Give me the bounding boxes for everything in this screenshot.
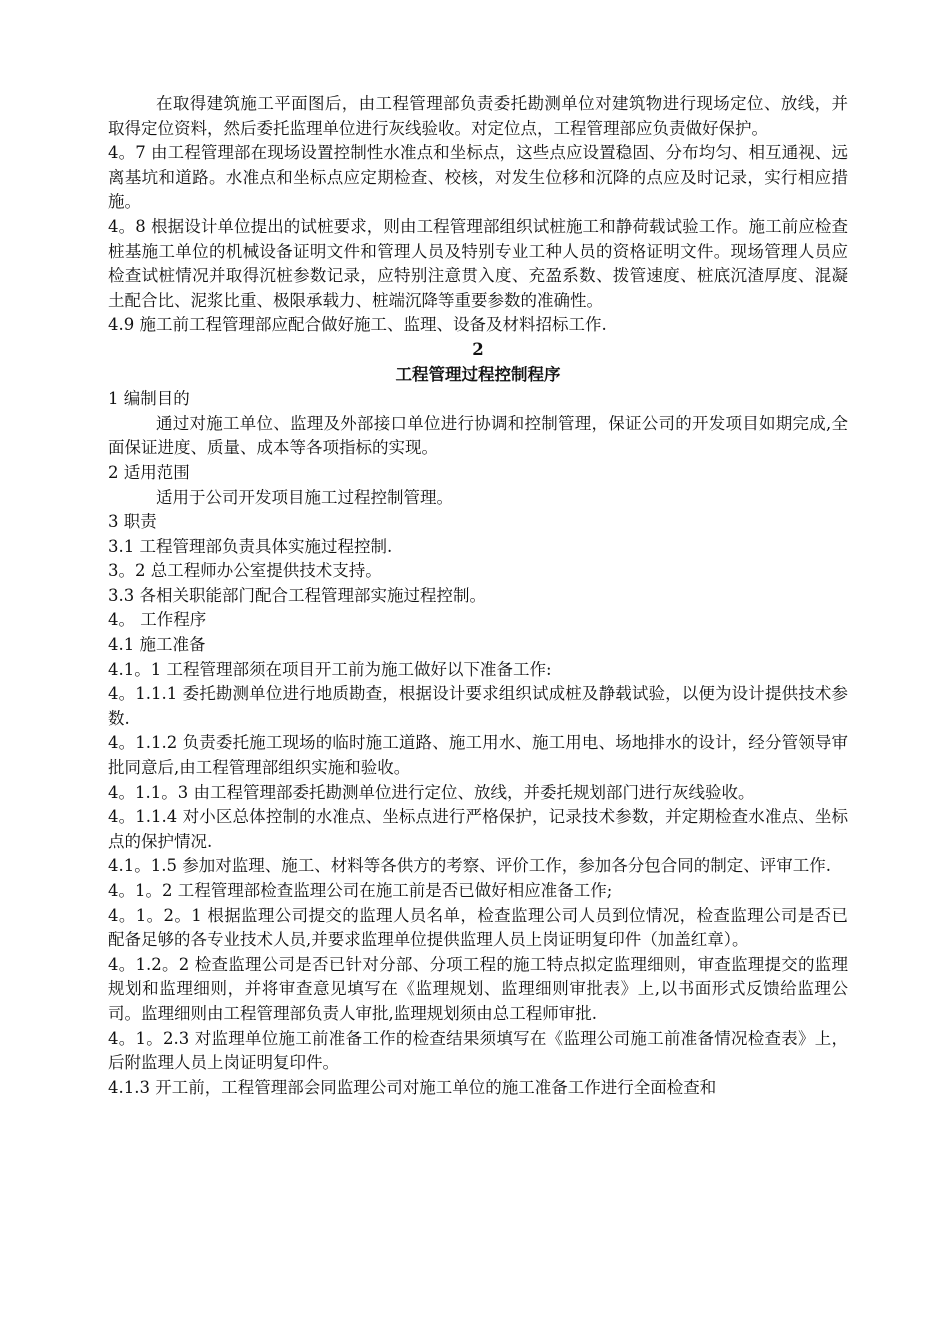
document-page (108, 92, 848, 1100)
paragraph: 3.3 各相关职能部门配合工程管理部实施过程控制。 (108, 585, 486, 605)
paragraph: 4.9 施工前工程管理部应配合做好施工、监理、设备及材料招标工作. (108, 315, 607, 335)
paragraph: 4。1.1.2 负责委托施工现场的临时施工道路、施工用水、施工用电、场地排水的设计，经分管领导审批同意后,由工程管理部组织实施和验收。 (108, 733, 848, 778)
paragraph: 4.1。1.5 参加对监理、施工、材料等各供方的考察、评价工作，参加各分包合同的制定、评审工作. (108, 856, 831, 876)
paragraph: 在取得建筑施工平面图后，由工程管理部负责委托勘测单位对建筑物进行现场定位、放线，并取得定位资料，然后委托监理单位进行灰线验收。对定位点，工程管理部应负责做好保护。 (108, 94, 848, 138)
paragraph: 4。1.1。3 由工程管理部委托勘测单位进行定位、放线，并委托规划部门进行灰线验收。 (108, 782, 755, 802)
paragraph: 4.1 施工准备 (108, 635, 206, 655)
paragraph: 4。1.1.1 委托勘测单位进行地质勘查，根据设计要求组织试成桩及静载试验，以便为设计提供技术参数. (108, 684, 848, 728)
paragraph: 适用于公司开发项目施工过程控制管理。 (156, 487, 453, 507)
paragraph: 4。1.1.4 对小区总体控制的水准点、坐标点进行严格保护，记录技术参数，并定期检查水准点、坐标点的保护情况. (108, 807, 848, 851)
section-heading: 工程管理过程控制程序 (395, 364, 561, 384)
paragraph: 4。8 根据设计单位提出的试桩要求，则由工程管理部组织试桩施工和静荷载试验工作。施工前应检查桩基施工单位的机械设备证明文件和管理人员及特别专业工种人员的资格证明文件。现场管理人员应检查试桩情况并取得沉桩参数记录，应特别注意贯入度、充盈系数、拨管速度、桩底沉渣厚度、混凝土配合比、泥浆比重、极限承载力、桩端沉降等重要参数的准确性。 (108, 216, 848, 310)
paragraph: 1 编制目的 (108, 389, 190, 409)
paragraph: 2 适用范围 (108, 462, 190, 482)
paragraph: 3 职责 (108, 512, 157, 532)
paragraph: 4.1。1 工程管理部须在项目开工前为施工做好以下准备工作: (108, 659, 552, 679)
paragraph: 3.1 工程管理部负责具体实施过程控制. (108, 536, 393, 556)
paragraph: 4。1。2。1 根据监理公司提交的监理人员名单，检查监理公司人员到位情况，检查监理公司是否已配备足够的各专业技术人员,并要求监理单位提供监理人员上岗证明复印件（加盖红章）。 (108, 905, 848, 950)
paragraph: 4。1.2。2 检查监理公司是否已针对分部、分项工程的施工特点拟定监理细则，审查监理提交的监理规划和监理细则，并将审查意见填写在《监理规划、监理细则审批表》上,以书面形式反馈给监理公司。监理细则由工程管理部负责人审批,监理规划须由总工程师审批. (108, 954, 848, 1023)
paragraph: 4。 工作程序 (108, 610, 207, 630)
paragraph: 4。7 由工程管理部在现场设置控制性水准点和坐标点，这些点应设置稳固、分布均匀、相互通视、远离基坑和道路。水准点和坐标点应定期检查、校核，对发生位移和沉降的点应及时记录，实行相应措施。 (108, 143, 848, 212)
section-heading: 2 (472, 339, 484, 359)
paragraph: 4。1。2.3 对监理单位施工前准备工作的检查结果须填写在《监理公司施工前准备情况检查表》上，后附监理人员上岗证明复印件。 (108, 1028, 848, 1073)
paragraph: 通过对施工单位、监理及外部接口单位进行协调和控制管理，保证公司的开发项目如期完成,全面保证进度、质量、成本等各项指标的实现。 (108, 413, 848, 458)
paragraph: 4。1。2 工程管理部检查监理公司在施工前是否已做好相应准备工作; (108, 881, 613, 900)
paragraph: 4.1.3 开工前，工程管理部会同监理公司对施工单位的施工准备工作进行全面检查和 (108, 1077, 717, 1097)
paragraph: 3。2 总工程师办公室提供技术支持。 (108, 561, 382, 581)
